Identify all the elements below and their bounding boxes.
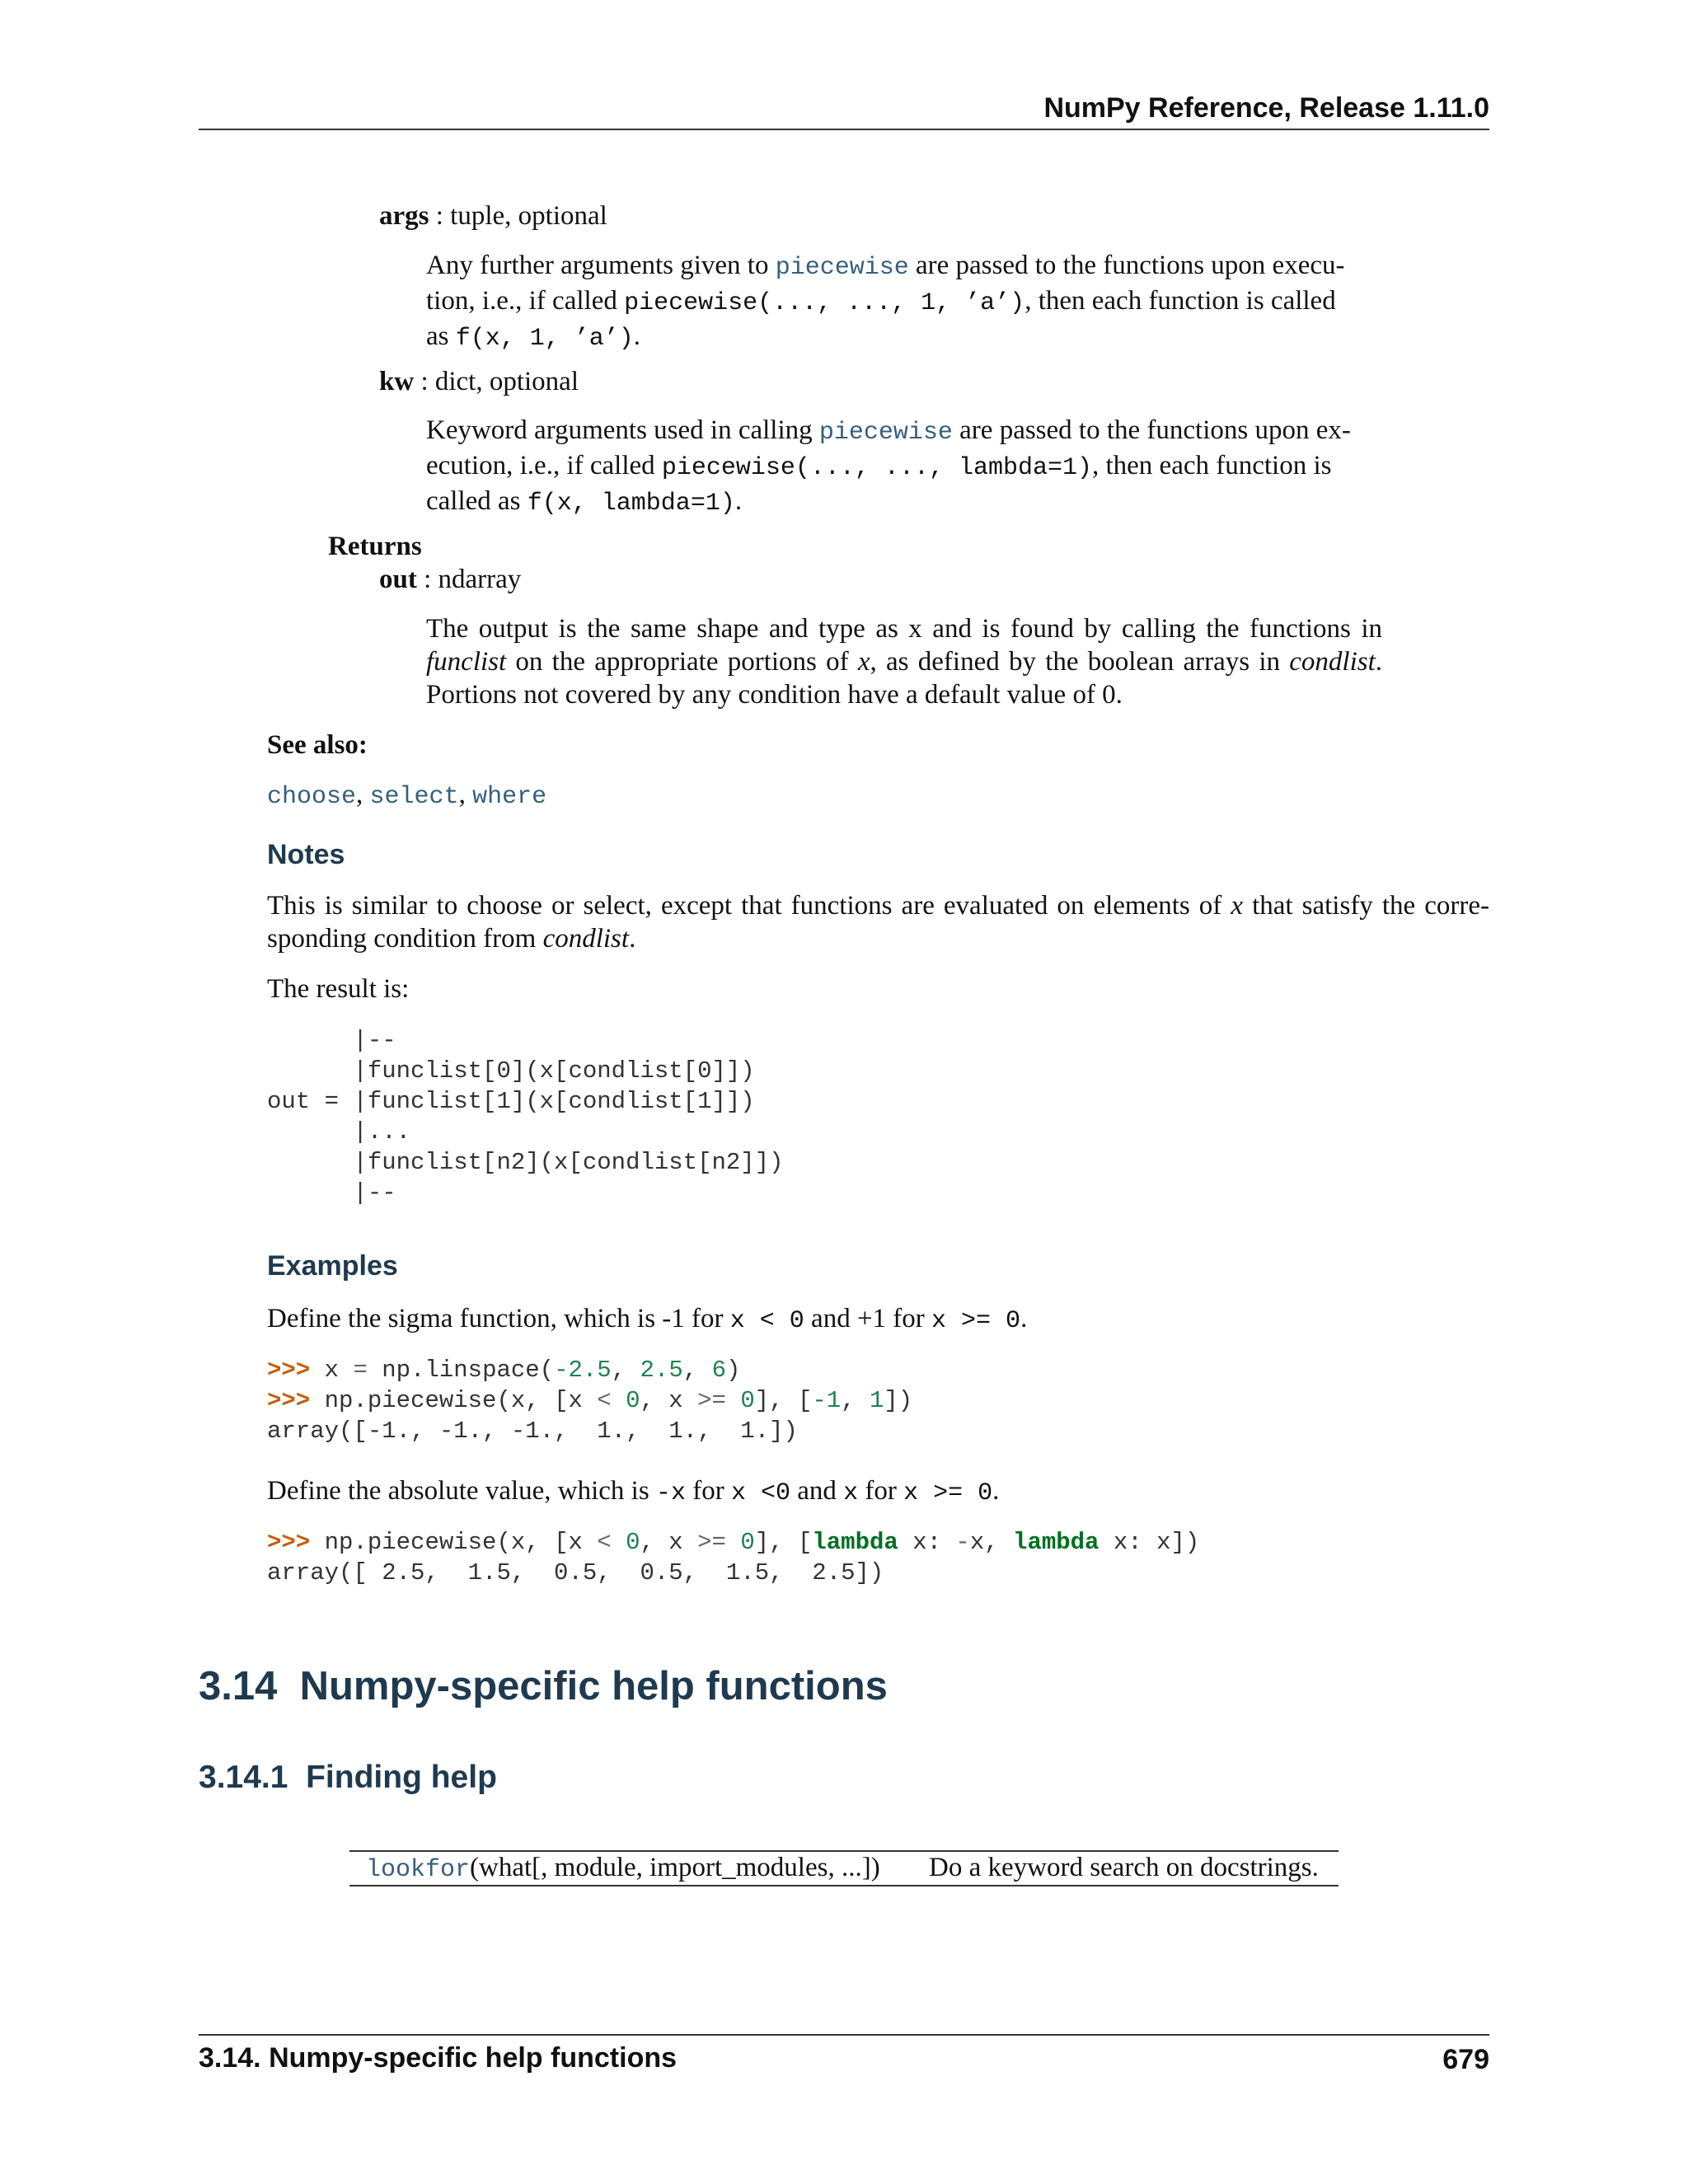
piecewise-link[interactable]: piecewise	[775, 254, 909, 282]
param-type: tuple, optional	[450, 201, 607, 231]
example-code-sigma	[267, 1355, 912, 1446]
subsection-number: 3.14.1	[199, 1760, 288, 1795]
code-line: >>> x = np.linspace(-2.5, 2.5, 6)	[267, 1357, 741, 1384]
table-bottom-rule	[349, 1885, 1339, 1886]
see-also-link-select[interactable]: select	[369, 783, 459, 811]
code-output: array([-1., -1., -1., 1., 1., 1.])	[267, 1418, 798, 1445]
page-header	[199, 92, 1489, 130]
notes-code-block: |-- |funclist[0](x[condlist[0]]) out = |funclist[1](x[condlist[1]]) |... |funclist[n2](x[condlist[n2]]) |--	[267, 1027, 784, 1207]
return-out-heading: out : ndarray	[379, 565, 522, 594]
page-footer	[199, 2034, 1489, 2079]
examples-sigma-text: Define the sigma function, which is -1 for x < 0 and +1 for x >= 0.	[267, 1304, 1028, 1335]
see-also-heading: See also:	[267, 730, 368, 760]
page-number: 679	[1442, 2044, 1489, 2075]
examples-abs-text: Define the absolute value, which is -x for x <0 and x for x >= 0.	[267, 1476, 1000, 1507]
subsection-title: Finding help	[306, 1760, 497, 1795]
inline-code: f(x, lambda=1)	[527, 490, 735, 518]
param-name: args	[379, 201, 429, 231]
inline-code: piecewise(..., ..., lambda=1)	[661, 454, 1092, 482]
section-title: Numpy-specific help functions	[299, 1664, 888, 1708]
param-args-description: Any further arguments given to piecewise are passed to the functions upon execu- tion, i.e., if called piecewise(..., ..., 1, ’a’), then each function is called as f(x, 1, ’a’).	[426, 251, 1345, 353]
param-args-heading: args : tuple, optional	[379, 201, 607, 231]
example-code-abs	[267, 1527, 1199, 1588]
subsection-heading	[199, 1758, 497, 1797]
section-heading	[199, 1661, 888, 1711]
code-line: >>> np.piecewise(x, [x < 0, x >= 0], [lambda x: -x, lambda x: x])	[267, 1529, 1200, 1556]
notes-paragraph: This is similar to choose or select, except that functions are evaluated on elements of x that satisfy the corre- sponding condition from condlist.	[267, 891, 1490, 954]
code-line: >>> np.piecewise(x, [x < 0, x >= 0], [-1, 1])	[267, 1387, 913, 1414]
see-also-link-choose[interactable]: choose	[267, 783, 357, 811]
table-row	[366, 1851, 1339, 1884]
lookfor-link[interactable]: lookfor	[366, 1856, 471, 1884]
return-name: out	[379, 565, 417, 594]
notes-heading: Notes	[267, 839, 345, 870]
see-also-link-where[interactable]: where	[472, 783, 547, 811]
footer-section: 3.14. Numpy-specific help functions	[199, 2042, 678, 2074]
section-number: 3.14	[199, 1664, 278, 1708]
examples-heading: Examples	[267, 1250, 398, 1282]
header-title: NumPy Reference, Release 1.11.0	[1043, 92, 1489, 124]
return-description: The output is the same shape and type as x and is found by calling the functions in funclist on the appropriate portions of x, as defined by the boolean arrays in condlist. Portions not covered by any condition have a default value of 0.	[426, 614, 1382, 710]
lookfor-description: Do a keyword search on docstrings.	[929, 1853, 1319, 1882]
return-type: ndarray	[438, 565, 522, 594]
lookfor-signature: (what[, module, import_modules, ...])	[470, 1853, 880, 1882]
returns-heading: Returns	[328, 532, 422, 561]
inline-code: f(x, 1, ’a’)	[455, 325, 634, 353]
inline-code: piecewise(..., ..., 1, ’a’)	[624, 289, 1025, 317]
param-name: kw	[379, 367, 415, 396]
param-kw-description: Keyword arguments used in calling piecewise are passed to the functions upon ex- ecution, i.e., if called piecewise(..., ..., lambda=1), then each function is called as f(x, lambda=1).	[426, 415, 1351, 518]
code-output: array([ 2.5, 1.5, 0.5, 0.5, 1.5, 2.5])	[267, 1559, 884, 1586]
piecewise-link[interactable]: piecewise	[818, 419, 953, 447]
see-also-links: choose, select, where	[267, 780, 547, 811]
param-kw-heading: kw : dict, optional	[379, 367, 579, 396]
notes-result-text: The result is:	[267, 974, 410, 1004]
param-type: dict, optional	[434, 367, 579, 396]
